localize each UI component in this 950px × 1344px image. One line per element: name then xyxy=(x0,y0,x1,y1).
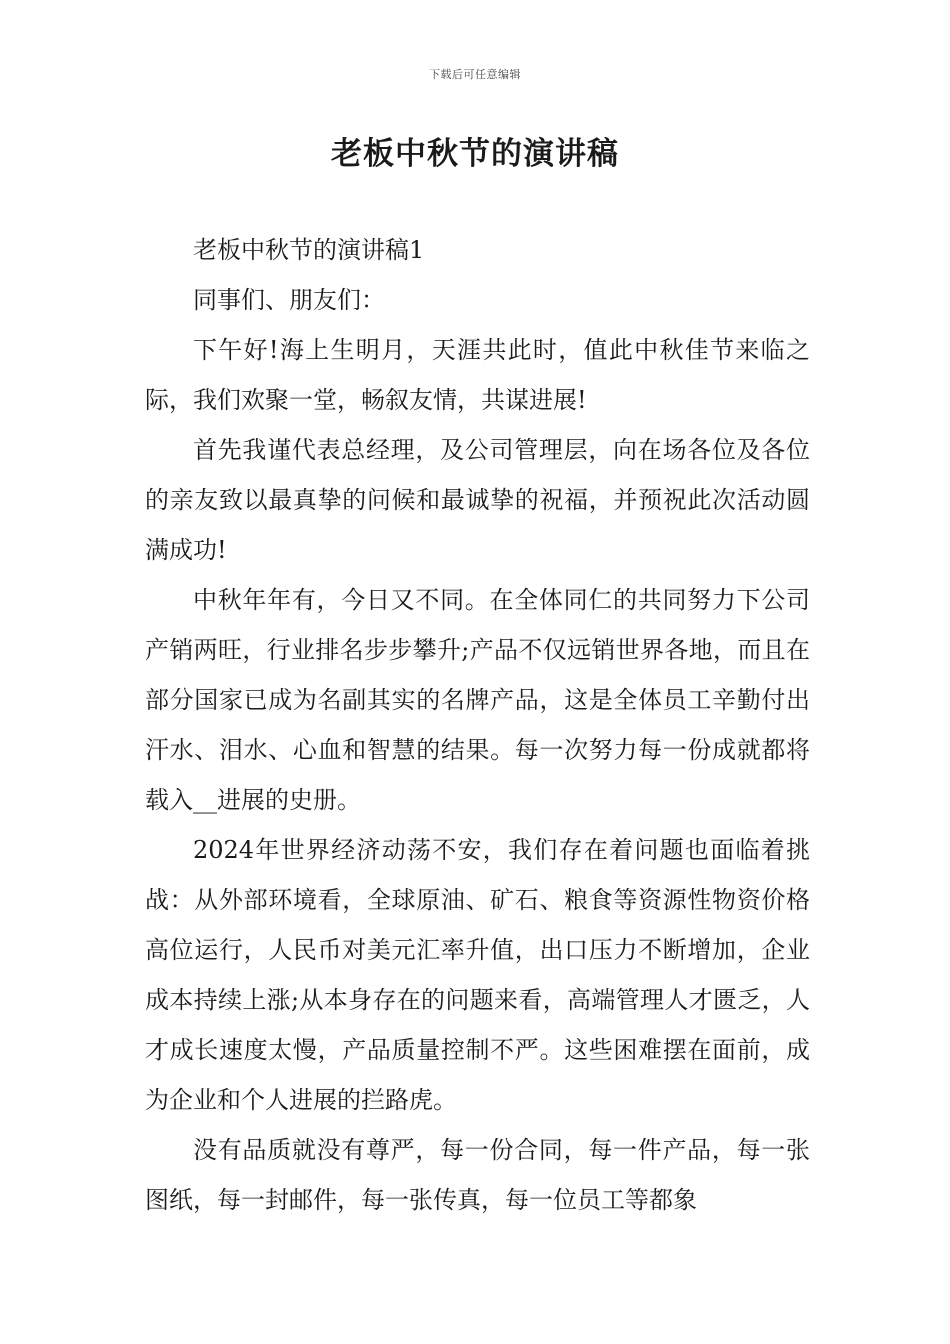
header-note: 下载后可任意编辑 xyxy=(429,68,521,81)
paragraph: 首先我谨代表总经理，及公司管理层，向在场各位及各位的亲友致以最真挚的问候和最诚挚的祝福，并预祝此次活动圆满成功! xyxy=(145,436,810,564)
document-title: 老板中秋节的演讲稿 xyxy=(331,136,619,172)
paragraph: 中秋年年有，今日又不同。在全体同仁的共同努力下公司产销两旺，行业排名步步攀升;产品不仅远销世界各地，而且在部分国家已成为名副其实的名牌产品，这是全体员工辛勤付出汗水、泪水、心血和智慧的结果。每一次努力每一份成就都将载入__进展的史册。 xyxy=(145,586,810,814)
paragraph: 2024年世界经济动荡不安，我们存在着问题也面临着挑战：从外部环境看，全球原油、矿石、粮食等资源性物资价格高位运行，人民币对美元汇率升值，出口压力不断增加，企业成本持续上涨;从本身存在的问题来看，高端管理人才匮乏，人才成长速度太慢，产品质量控制不严。这些困难摆在面前，成为企业和个人进展的拦路虎。 xyxy=(145,836,810,1114)
paragraph-subtitle: 老板中秋节的演讲稿1 xyxy=(193,236,425,264)
paragraph: 没有品质就没有尊严，每一份合同，每一件产品，每一张图纸，每一封邮件，每一张传真，每一位员工等都象 xyxy=(145,1136,810,1214)
paragraph: 下午好!海上生明月，天涯共此时，值此中秋佳节来临之际，我们欢聚一堂，畅叙友情，共谋进展! xyxy=(145,336,810,414)
document-body xyxy=(145,225,810,1225)
paragraph-greeting: 同事们、朋友们： xyxy=(193,286,385,314)
